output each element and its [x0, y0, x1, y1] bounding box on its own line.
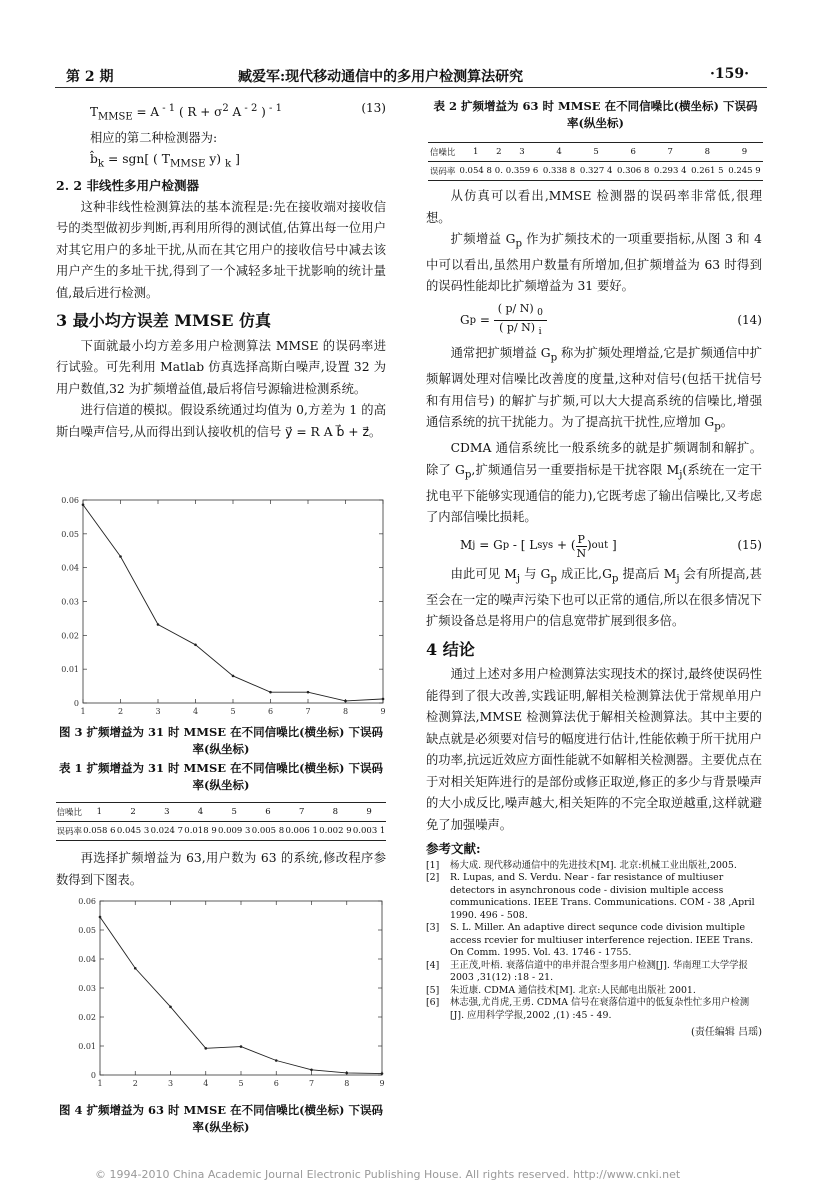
editor-note: (责任编辑 吕瑶)	[691, 1027, 762, 1039]
data-point	[232, 675, 235, 678]
x-tick-label: 4	[192, 707, 199, 716]
y-tick-label: 0.04	[78, 955, 96, 964]
reference-item: [1] 杨大成. 现代移动通信中的先进技术[M]. 北京:机械工业出版社,2005.	[426, 859, 737, 871]
data-point	[119, 555, 122, 558]
reference-item: [4] 王正茂,叶梧. 衰落信道中的串并混合型多用户检测[J]. 华南理工大学学报 2003 ,31(12) :18 - 21.	[426, 959, 748, 984]
table-1-row-label: 误码率	[56, 822, 83, 841]
x-tick-label: 6	[267, 707, 274, 716]
x-tick-label: 8	[342, 707, 349, 716]
table-cell: 2	[116, 803, 150, 822]
data-point	[99, 916, 102, 919]
x-tick-label: 2	[132, 1079, 138, 1088]
table-cell: 0.327 4	[578, 162, 615, 181]
y-tick-label: 0.01	[78, 1042, 96, 1051]
table-cell: 0.002 9	[319, 822, 353, 841]
equation-14-number: (14)	[737, 312, 762, 327]
plot-frame	[83, 500, 383, 703]
equation-13-number: (13)	[361, 101, 386, 115]
section-3-heading: 3 最小均方误差 MMSE 仿真	[56, 311, 272, 331]
equation-bk: $b̂_k = sgn$[ ( $T_{MMSE}$ y) $_k$ ]	[90, 152, 240, 170]
table-cell: 9	[726, 143, 763, 162]
table-2-value-row	[428, 162, 763, 181]
equation-14-body: G p = ( p/ N) $_0$ ( p/ N) $_i$	[460, 302, 547, 339]
x-tick-label: 4	[203, 1079, 209, 1088]
table-cell: 0.006 1	[285, 822, 319, 841]
table-cell: 1	[83, 803, 117, 822]
x-tick-label: 1	[97, 1079, 103, 1088]
section-4-heading: 4 结论	[426, 639, 475, 659]
equation-14	[426, 302, 762, 339]
data-point	[134, 967, 137, 970]
series-line	[100, 917, 382, 1074]
equation-15-body: M j = G p - [ L sys + ( P N ) out ]	[460, 532, 617, 560]
data-point	[82, 503, 85, 506]
series-line	[83, 505, 383, 701]
table-1-caption: 表 1 扩频增益为 31 时 MMSE 在不同信噪比(横坐标) 下误码率(纵坐标)	[59, 761, 383, 792]
table-cell: 6	[251, 803, 285, 822]
table-cell: 7	[652, 143, 689, 162]
y-tick-label: 0.03	[61, 597, 79, 607]
table-cell: 9	[352, 803, 386, 822]
x-tick-label: 9	[379, 1079, 385, 1088]
x-tick-label: 2	[117, 707, 124, 716]
x-tick-label: 5	[230, 707, 236, 716]
copyright-footer: © 1994-2010 China Academic Journal Electronic Publishing House. All rights reserved. http://www.cnki.net	[95, 1168, 681, 1181]
table-1-header-row	[56, 803, 386, 822]
table-cell: 0.058 6	[83, 822, 117, 841]
table-cell: 2	[494, 143, 503, 162]
y-tick-label: 0	[73, 699, 79, 708]
equation-13	[56, 98, 386, 128]
table-cell: 0.306 8	[615, 162, 652, 181]
running-title: 臧爱军:现代移动通信中的多用户检测算法研究	[238, 69, 524, 85]
table-cell: 0.293 4	[652, 162, 689, 181]
figure-4-chart	[55, 892, 395, 1097]
data-point	[307, 691, 310, 694]
paragraph-conclusion: 通过上述对多用户检测算法实现技术的探讨,最终使误码性能得到了很大改善,实践证明,解相关检测算法优于常规单用户检测算法,MMSE 检测算法优于解相关检测算法。其中主要的缺点就是必须要对信号的幅度进行估计,性能依赖于所干扰用户的功率,抗远近效应方面性能就不如解相关检测器。主要优点在于对相关矩阵进行的是部份或修正取逆,修正的多少与背景噪声的大小成反比,噪声越大,相关矩阵的不完全取逆越重,这样就避免了加强噪声。	[426, 667, 762, 832]
x-tick-label: 5	[238, 1079, 244, 1088]
table-2	[428, 138, 763, 185]
y-tick-label: 0	[90, 1071, 96, 1080]
paragraph-gain-importance: 扩频增益 $G_p$ 作为扩频技术的一项重要指标,从图 3 和 4 中可以看出,虽然用户数量有所增加,但扩频增益为 63 时得到的误码性能却比扩频增益为 31 要好。	[426, 232, 762, 294]
table-cell: 3	[150, 803, 184, 822]
paragraph-low-ber: 从仿真可以看出,MMSE 检测器的误码率非常低,很理想。	[426, 189, 762, 225]
y-tick-label: 0.01	[61, 665, 79, 675]
right-column	[426, 186, 762, 1044]
data-point	[344, 700, 347, 703]
left-column	[56, 98, 386, 443]
table-cell: 6	[615, 143, 652, 162]
table-cell: 1	[457, 143, 494, 162]
figure-4-caption: 图 4 扩频增益为 63 时 MMSE 在不同信噪比(横坐标) 下误码率(纵坐标)	[59, 1103, 383, 1134]
paragraph-mmse-intro: 下面就最小均方差多用户检测算法 MMSE 的误码率进行试验。可先利用 Matlab 仿真选择高斯白噪声,设置 32 为用户数值,32 为扩频增益值,最后将信号源输进检测系统。	[56, 338, 386, 396]
table-cell: 0.	[494, 162, 503, 181]
table-cell: 4	[184, 803, 218, 822]
issue-number: 第 2 期	[66, 69, 114, 85]
table-cell: 0.261 5	[689, 162, 726, 181]
data-point	[269, 691, 272, 694]
table-cell: 0.009 3	[217, 822, 251, 841]
y-tick-label: 0.03	[78, 984, 96, 993]
y-tick-label: 0.02	[78, 1013, 96, 1022]
y-tick-label: 0.05	[78, 926, 96, 935]
plot-frame	[100, 901, 382, 1075]
table-cell: 0.018 9	[184, 822, 218, 841]
data-point	[381, 1072, 384, 1075]
data-point	[240, 1045, 243, 1048]
data-point	[157, 623, 160, 626]
y-tick-label: 0.05	[61, 529, 79, 539]
x-tick-label: 7	[308, 1079, 315, 1088]
header-rule	[55, 87, 767, 88]
paragraph-processing-gain: 通常把扩频增益 $G_p$ 称为扩频处理增益,它是扩频通信中扩频解调处理对信噪比改善度的度量,这种对信号(包括干扰信号和有用信号) 的解扩与扩频,可以大大提高系统的信噪比,增强通信系统的抗干扰能力。为了提高抗干扰性,应增加 $G_p$。	[426, 346, 763, 433]
table-cell: 7	[285, 803, 319, 822]
x-tick-label: 1	[80, 707, 86, 716]
section-2-2-heading: 2. 2 非线性多用户检测器	[56, 178, 199, 194]
table-2-caption: 表 2 扩频增益为 63 时 MMSE 在不同信噪比(横坐标) 下误码率(纵坐标)	[433, 99, 758, 130]
x-tick-label: 3	[155, 707, 161, 716]
table-cell: 0.245 9	[726, 162, 763, 181]
reference-item: [5] 朱近康. CDMA 通信技术[M]. 北京:人民邮电出版社 2001.	[426, 984, 696, 996]
x-tick-label: 8	[344, 1079, 350, 1088]
x-tick-label: 3	[167, 1079, 174, 1088]
table-cell: 4	[541, 143, 578, 162]
table-cell: 0.005 8	[251, 822, 285, 841]
page-number: ·159·	[710, 66, 749, 82]
table-2-header-row	[428, 143, 763, 162]
references-heading: 参考文献:	[426, 841, 481, 857]
table-cell: 0.045 3	[116, 822, 150, 841]
table-cell: 0.338 8	[541, 162, 578, 181]
left-column-lower	[56, 848, 386, 891]
equation-15-number: (15)	[737, 538, 762, 553]
paragraph-channel: 进行信道的模拟。假设系统通过均值为 0,方差为 1 的高斯白噪声信号,从而得出到认接收机的信号 y⃗ = R A b⃗ + z⃗。	[56, 403, 386, 439]
table-1	[56, 798, 386, 845]
equation-15	[426, 533, 762, 560]
x-tick-label: 6	[273, 1079, 279, 1088]
table-1-row-label: 信噪比	[56, 803, 83, 822]
data-point	[194, 644, 197, 647]
data-point	[382, 698, 385, 701]
table-cell: 8	[319, 803, 353, 822]
table-cell: 5	[217, 803, 251, 822]
data-point	[204, 1047, 207, 1050]
data-point	[275, 1059, 278, 1062]
x-tick-label: 7	[305, 707, 311, 716]
table-2-row-label: 信噪比	[428, 143, 457, 162]
data-point	[169, 1006, 172, 1009]
table-cell: 5	[578, 143, 615, 162]
table-cell: 8	[689, 143, 726, 162]
paragraph-gain-63: 再选择扩频增益为 63,用户数为 63 的系统,修改程序参数得到下图表。	[56, 851, 386, 887]
paragraph-proportional: 由此可见 $M_j$ 与 $G_p$ 成正比$,G_p$ 提高后 $M_j$ 会有所提高,甚至会在一定的噪声污染下也可以正常的通信,所以在很多情况下扩频设备总是将用户的信息宽带扩展到很多倍。	[426, 566, 762, 629]
table-2-row-label: 误码率	[428, 162, 457, 181]
data-point	[345, 1072, 348, 1075]
table-cell: 0.054 8	[457, 162, 494, 181]
second-detector-label: 相应的第二种检测器为:	[90, 130, 218, 145]
reference-item: [3] S. L. Miller. An adaptive direct sequnce code division multiple access rcevier for multiuser interference rejection. IEEE Trans. On Comm. 1995. Vol. 43. 1746 - 1755.	[426, 922, 754, 959]
y-tick-label: 0.02	[61, 631, 79, 641]
y-tick-label: 0.06	[78, 897, 96, 906]
table-cell: 0.359 6	[503, 162, 540, 181]
y-tick-label: 0.06	[61, 496, 79, 505]
y-tick-label: 0.04	[61, 563, 79, 573]
data-point	[310, 1068, 313, 1071]
paragraph-nonlinear: 这种非线性检测算法的基本流程是:先在接收端对接收信号的类型做初步判断,再利用所得的测试值,估算出每一位用户对其它用户的多址干扰,从而在其它用户的接收信号中减去该用户产生的多址干扰,得到了一个减轻多址干扰影响的统计量值,最后进行检测。	[56, 199, 386, 300]
equation-13-body: $T_{MMSE} = A$ $^{- 1}$ ( $R + \sigma^2$ A $^{- 2}$ ) $^{- 1}$	[90, 103, 282, 123]
reference-item: [6] 林志强,尤肖虎,王勇. CDMA 信号在衰落信道中的低复杂性忙多用户检测[J]. 应用科学学报,2002 ,(1) :45 - 49.	[426, 997, 750, 1021]
table-cell: 0.024 7	[150, 822, 184, 841]
reference-list	[426, 860, 762, 1023]
reference-item: [2] R. Lupas, and S. Verdu. Near - far resistance of multiuser detectors in asynchronous code - division multiple access communications. IEEE Trans. Communications. COM - 38 ,April 1990. 496 - 508.	[426, 872, 755, 921]
table-cell: 3	[503, 143, 540, 162]
table-1-value-row	[56, 822, 386, 841]
figure-3-chart	[55, 492, 395, 722]
x-tick-label: 9	[380, 707, 386, 716]
table-cell: 0.003 1	[352, 822, 386, 841]
figure-3-caption: 图 3 扩频增益为 31 时 MMSE 在不同信噪比(横坐标) 下误码率(纵坐标)	[59, 725, 383, 756]
paragraph-jamming-margin: CDMA 通信系统比一般系统多的就是扩频调制和解扩。除了 $G_p$,扩频通信另一重要指标是干扰容限 $M_j$(系统在一定干扰电平下能够实现通信的能力),它既考虑了输出信噪比,又考虑了内部信噪比损耗。	[426, 441, 762, 525]
